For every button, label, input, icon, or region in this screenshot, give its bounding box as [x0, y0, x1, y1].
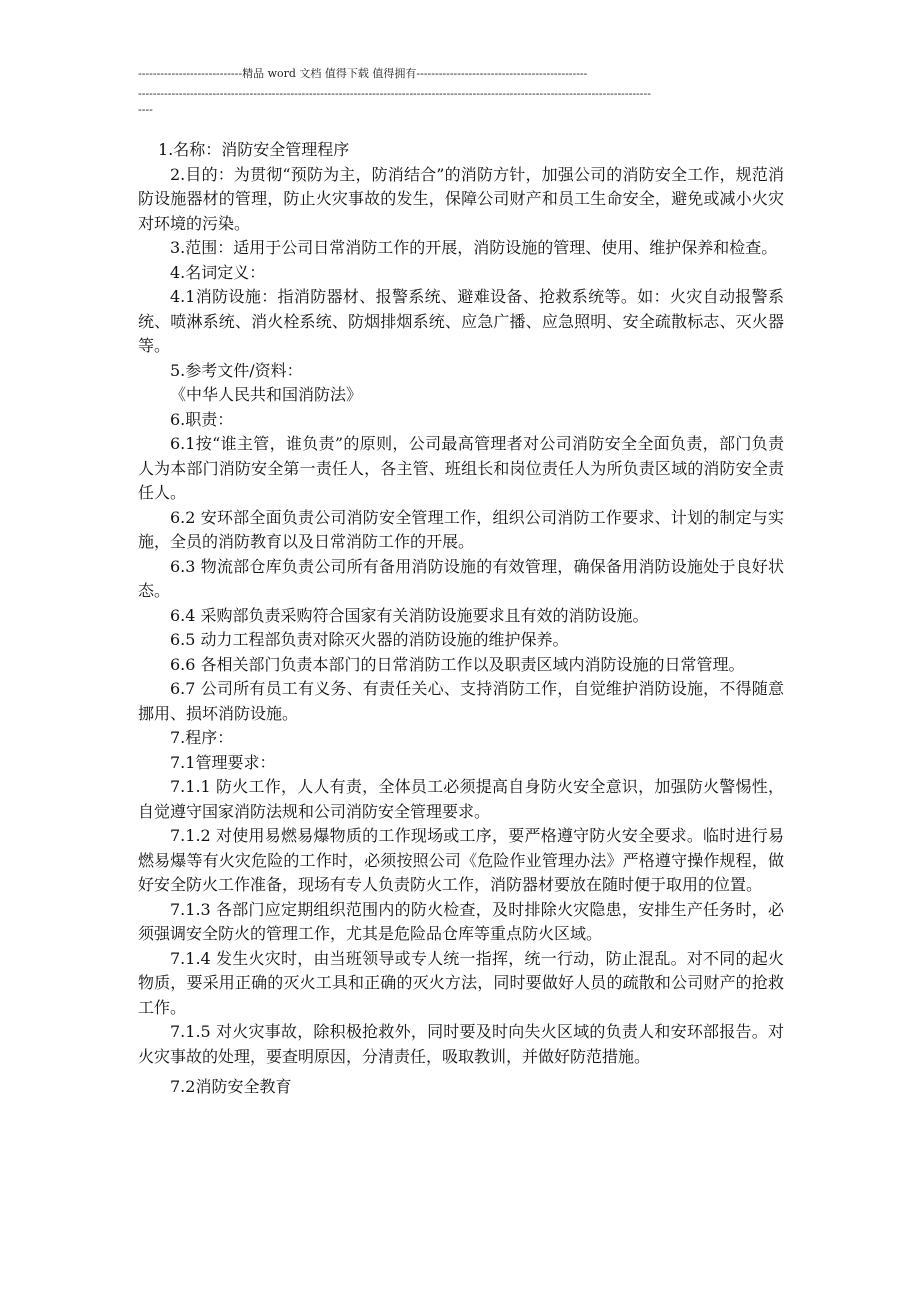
paragraph-duties-heading: 6.职责：: [170, 409, 234, 429]
page-header-divider: ------------------------------------------------------------------------------------------------------------------------------------------: [138, 87, 651, 100]
paragraph-duty-6-4: 6.4 采购部负责采购符合国家有关消防设施要求且有效的消防设施。: [170, 605, 649, 625]
paragraph-duty-6-3: 6.3 物流部仓库负责公司所有备用消防设施的有效管理，确保备用消防设施处于良好状态。: [138, 556, 784, 600]
paragraph-definitions-heading: 4.名词定义：: [170, 262, 266, 282]
paragraph-rule-7-1-4: 7.1.4 发生火灾时，由当班领导或专人统一指挥，统一行动，防止混乱。对不同的起火物质，要采用正确的灭火工具和正确的灭火方法，同时要做好人员的疏散和公司财产的抢救工作。: [138, 948, 784, 1017]
paragraph-education-heading: 7.2消防安全教育: [170, 1077, 292, 1096]
paragraph-name: 1.名称：消防安全管理程序: [158, 140, 350, 159]
paragraph-rule-7-1-5: 7.1.5 对火灾事故，除积极抢救外，同时要及时向失火区域的负责人和安环部报告。对火灾事故的处理，要查明原因，分清责任，吸取教训，并做好防范措施。: [138, 1022, 784, 1066]
paragraph-references-heading: 5.参考文件/资料：: [170, 360, 303, 380]
page-header-line: ----------------------------精品 word 文档 值得下载 值得拥有----------------------------------------------: [138, 67, 588, 80]
document-body: [138, 138, 784, 1100]
paragraph-duty-6-2: 6.2 安环部全面负责公司消防安全管理工作，组织公司消防工作要求、计划的制定与实施，全员的消防教育以及日常消防工作的开展。: [138, 507, 784, 551]
paragraph-procedure-heading: 7.程序：: [170, 728, 234, 747]
paragraph-duty-6-1: 6.1按“谁主管，谁负责”的原则，公司最高管理者对公司消防安全全面负责，部门负责人为本部门消防安全第一责任人，各主管、班组长和岗位责任人为所负责区域的消防安全责任人。: [138, 434, 784, 502]
paragraph-duty-6-7: 6.7 公司所有员工有义务、有责任关心、支持消防工作，自觉维护消防设施，不得随意挪用、损坏消防设施。: [138, 679, 784, 723]
paragraph-rule-7-1-2: 7.1.2 对使用易燃易爆物质的工作现场或工序，要严格遵守防火安全要求。临时进行易燃易爆等有火灾危险的工作时，必须按照公司《危险作业管理办法》严格遵守操作规程，做好安全防火工作准备，现场有专人负责防火工作，消防器材要放在随时便于取用的位置。: [138, 826, 784, 894]
paragraph-purpose: 2.目的：为贯彻“预防为主，防消结合”的消防方针，加强公司的消防安全工作，规范消防设施器材的管理，防止火灾事故的发生，保障公司财产和员工生命安全，避免或减小火灾对环境的污染。: [138, 164, 784, 233]
paragraph-rule-7-1-1: 7.1.1 防火工作，人人有责，全体员工必须提高自身防火安全意识，加强防火警惕性，自觉遵守国家消防法规和公司消防安全管理要求。: [138, 777, 784, 821]
page-header-divider-tail: ----: [138, 103, 153, 116]
paragraph-rule-7-1-3: 7.1.3 各部门应定期组织范围内的防火检查，及时排除火灾隐患，安排生产任务时，必须强调安全防火的管理工作，尤其是危险品仓库等重点防火区域。: [138, 899, 784, 943]
paragraph-duty-6-5: 6.5 动力工程部负责对除灭火器的消防设施的维护保养。: [170, 630, 569, 649]
paragraph-definition-4-1: 4.1消防设施：指消防器材、报警系统、避难设备、抢救系统等。如：火灾自动报警系统、喷淋系统、消火栓系统、防烟排烟系统、应急广播、应急照明、安全疏散标志、灭火器等。: [138, 287, 784, 355]
paragraph-reference-item: 《中华人民共和国消防法》: [170, 385, 363, 404]
paragraph-scope: 3.范围：适用于公司日常消防工作的开展，消防设施的管理、使用、维护保养和检查。: [170, 238, 778, 257]
paragraph-duty-6-6: 6.6 各相关部门负责本部门的日常消防工作以及职责区域内消防设施的日常管理。: [170, 654, 745, 674]
paragraph-management-heading: 7.1管理要求：: [170, 752, 276, 772]
